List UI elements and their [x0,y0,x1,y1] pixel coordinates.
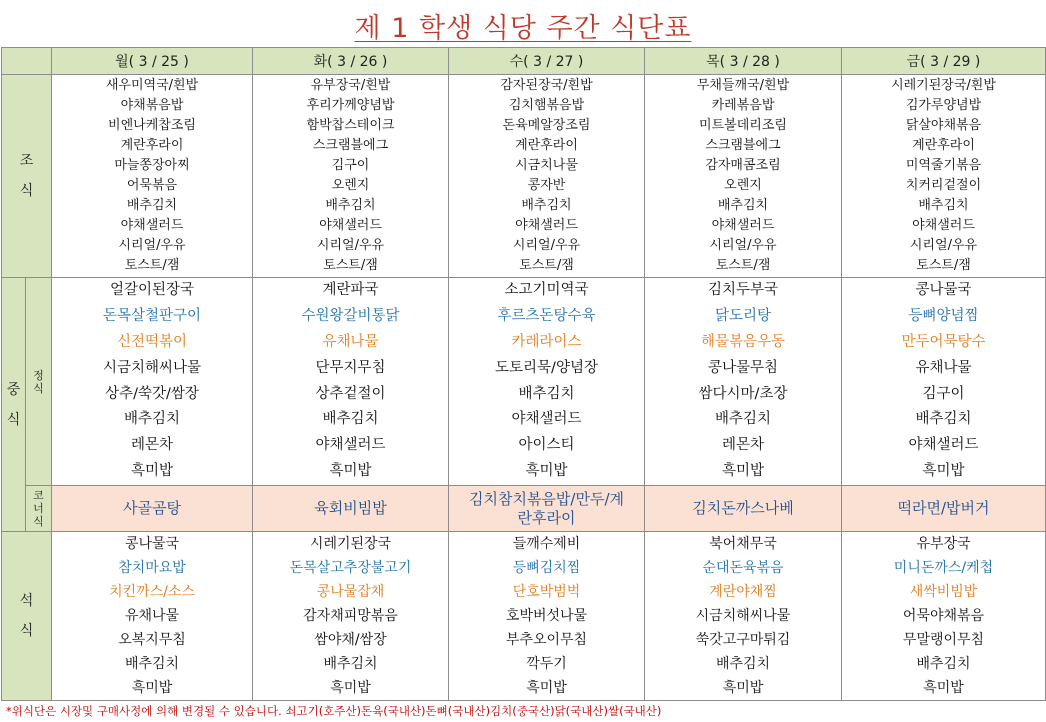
menu-item: 쑥갓고구마튀김 [695,632,791,649]
menu-item: 흑미밥 [525,463,568,480]
menu-item: 시리얼/우유 [709,238,777,254]
menu-item: 유채나물 [915,359,972,376]
day-header-mon: 월( 3 / 25 ) [52,48,253,75]
menu-item: 후리가께양념밥 [306,97,395,113]
menu-item: 유부장국 [916,536,971,553]
menu-item: 배추김치 [518,385,575,402]
menu-item: 상추/쑥갓/쌈장 [105,385,199,402]
breakfast-fri [842,75,1046,278]
menu-item: 계란파국 [322,282,379,298]
breakfast-label [2,75,52,278]
menu-item: 배추김치 [325,198,376,214]
menu-item: 배추김치 [126,198,178,214]
menu-item: 닭살야채볶음 [905,117,982,133]
dinner-tue [253,532,449,701]
menu-item: 흑미밥 [922,463,965,480]
menu-item: 배추김치 [521,198,572,214]
menu-item: 마늘쫑장아찌 [114,157,190,173]
menu-item: 콩나물잡채 [316,584,385,601]
menu-item: 무채들깨국/흰밥 [696,77,790,93]
menu-item: 만두어묵탕수 [901,333,986,350]
menu-item: 흑미밥 [721,463,765,480]
weekly-menu-table [1,47,1046,701]
menu-item: 단호박범벅 [512,584,581,601]
menu-item: 김가루양념밥 [905,97,982,113]
corner-wed: 김치참치볶음밥/만두/계란후라이 [449,486,645,532]
menu-item: 야채볶음밥 [120,97,184,113]
menu-item: 호박버섯나물 [505,608,588,625]
menu-item: 흑미밥 [130,463,174,480]
menu-item: 김치두부국 [707,282,779,298]
menu-item: 참치마요밥 [118,560,186,577]
menu-item: 레몬차 [130,437,174,454]
dinner-row [2,532,1046,701]
menu-item: 김구이 [922,385,965,402]
menu-item: 후르츠돈탕수육 [497,307,596,324]
dinner-thu [645,532,842,701]
menu-item: 김구이 [331,157,370,173]
menu-item: 레몬차 [721,437,765,454]
menu-item: 시리얼/우유 [512,238,581,254]
menu-item: 흑미밥 [329,463,372,480]
lunch-set-label-text: 정식 [33,368,44,395]
menu-item: 소고기미역국 [504,282,589,298]
dinner-label [2,532,52,701]
menu-item: 유채나물 [124,608,180,625]
menu-item: 콩자반 [527,178,566,193]
menu-item: 흑미밥 [526,680,567,697]
menu-item: 닭도리탕 [714,307,772,324]
corner-fri: 떡라면/밥버거 [842,486,1046,532]
menu-item: 배추김치 [918,198,969,214]
menu-item: 계란후라이 [912,137,975,153]
breakfast-tue [253,75,449,278]
corner-label-text: 코너식 [33,489,44,529]
menu-item: 돈목살철판구이 [102,307,202,324]
menu-item: 계란후라이 [515,137,578,153]
menu-item: 시리얼/우유 [316,238,385,254]
menu-item: 배추김치 [916,656,971,673]
menu-item: 어묵볶음 [126,178,178,193]
corner-thu: 김치돈까스나베 [645,486,842,532]
menu-item: 신전떡볶이 [116,333,188,350]
lunch-set-label [26,278,52,486]
lunch-thu [645,278,842,486]
menu-item: 감자채피망볶음 [303,608,398,625]
menu-item: 쌈야채/쌈장 [314,632,387,649]
menu-item: 배추김치 [322,411,379,428]
menu-item: 치커리겉절이 [905,178,982,193]
menu-item: 함박찹스테이크 [306,117,395,133]
menu-item: 시리얼/우유 [909,238,978,254]
menu-item: 김치햄볶음밥 [508,97,585,113]
menu-item: 시금치해씨나물 [102,359,202,376]
menu-item: 야채샐러드 [711,218,775,234]
menu-item: 등뼈김치찜 [512,560,581,577]
breakfast-wed [449,75,645,278]
day-header-fri: 금( 3 / 29 ) [842,48,1046,75]
menu-item: 토스트/잼 [124,258,180,274]
menu-item: 배추김치 [714,411,772,428]
menu-item: 계란야채찜 [709,584,777,601]
menu-item: 감자매콤조림 [705,157,781,173]
breakfast-label-text: 조식 [19,153,34,199]
day-header-thu: 목( 3 / 28 ) [645,48,842,75]
menu-item: 토스트/잼 [715,258,771,274]
menu-item: 비엔나케찹조림 [108,117,196,133]
menu-item: 단무지무침 [315,359,386,376]
menu-item: 돈육메알장조림 [502,117,591,133]
menu-item: 들깨수제비 [512,536,581,553]
menu-item: 상추겉절이 [315,385,386,402]
menu-item: 배추김치 [124,656,180,673]
lunch-wed [449,278,645,486]
menu-item: 배추김치 [717,198,769,214]
menu-item: 시금치해씨나물 [695,608,791,625]
dinner-fri [842,532,1046,701]
menu-item: 북어채무국 [709,536,777,553]
menu-item: 흑미밥 [923,680,964,697]
menu-item: 카레볶음밥 [711,97,775,113]
menu-item: 순대돈육볶음 [702,560,784,577]
menu-item: 배추김치 [323,656,378,673]
menu-item: 미니돈까스/케첩 [893,560,994,577]
menu-item: 토스트/잼 [519,258,574,274]
menu-item: 콩나물국 [915,282,972,298]
menu-item: 흑미밥 [722,680,764,697]
day-header-wed: 수( 3 / 27 ) [449,48,645,75]
menu-item: 시리얼/우유 [118,238,186,254]
dinner-mon [52,532,253,701]
menu-item: 아이스티 [518,437,575,454]
dinner-label-text: 석식 [19,593,34,640]
lunch-label-text: 중식 [6,381,21,428]
menu-item: 카레라이스 [511,333,582,350]
menu-item: 콩나물국 [124,536,180,553]
menu-item: 야채샐러드 [908,437,979,454]
menu-item: 얼갈이된장국 [109,282,195,298]
menu-item: 토스트/잼 [916,258,971,274]
breakfast-mon [52,75,253,278]
menu-item: 야채샐러드 [120,218,184,234]
menu-item: 시레기된장국 [309,536,392,553]
menu-item: 새우미역국/흰밥 [105,77,199,93]
lunch-mon [52,278,253,486]
menu-item: 계란후라이 [120,137,184,153]
corner-tue: 육회비빔밥 [253,486,449,532]
header-corner [2,48,52,75]
menu-item: 쌈다시마/초장 [698,385,788,402]
menu-item: 수원왕갈비통닭 [301,307,400,324]
menu-item: 돈목살고추장불고기 [289,560,412,577]
menu-item: 야채샐러드 [319,218,382,234]
menu-item: 유부장국/흰밥 [310,77,391,93]
menu-item: 오복지무침 [118,632,186,649]
menu-item: 배추김치 [715,656,771,673]
menu-item: 오렌지 [331,178,370,193]
menu-item: 스크램블에그 [705,137,781,153]
menu-item: 야채샐러드 [515,218,578,234]
lunch-tue [253,278,449,486]
title-bar [0,0,1046,46]
menu-item: 유채나물 [322,333,379,350]
menu-item: 등뼈양념찜 [908,307,979,324]
corner-label [26,486,52,532]
dinner-wed [449,532,645,701]
menu-item: 오렌지 [724,178,762,193]
footer-note: *위식단은 시장및 구매사정에 의해 변경될 수 있습니다. 쇠고기(호주산)돈육(국내산)돈뼈(국내산)김치(중국산)닭(국내산)쌀(국내산) [6,704,662,718]
lunch-fri [842,278,1046,486]
menu-item: 야채샐러드 [912,218,975,234]
menu-item: 콩나물무침 [707,359,779,376]
menu-item: 해물볶음우동 [700,333,786,350]
menu-item: 흑미밥 [131,680,173,697]
menu-item: 미역줄기볶음 [905,157,982,173]
menu-item: 부추오이무침 [505,632,588,649]
menu-item: 스크램블에그 [312,137,389,153]
menu-item: 토스트/잼 [323,258,378,274]
menu-item: 배추김치 [123,411,181,428]
day-header-row [2,48,1046,75]
menu-item: 시레기된장국/흰밥 [891,77,996,93]
menu-item: 어묵야채볶음 [902,608,985,625]
corner-row [2,486,1046,532]
menu-item: 흑미밥 [330,680,371,697]
menu-item: 야채샐러드 [511,411,582,428]
corner-mon: 사골곰탕 [52,486,253,532]
menu-item: 시금치나물 [515,157,578,173]
menu-item: 깍두기 [526,656,567,673]
menu-item: 감자된장국/흰밥 [500,77,593,93]
menu-item: 새싹비빔밥 [909,584,978,601]
menu-item: 야채샐러드 [315,437,386,454]
menu-item: 무말랭이무침 [902,632,985,649]
lunch-set-row [2,278,1046,486]
breakfast-thu [645,75,842,278]
menu-item: 도토리묵/양념장 [495,359,598,376]
day-header-tue: 화( 3 / 26 ) [253,48,449,75]
page-title: 제 1 학생 식당 주간 식단표 [354,13,692,44]
menu-item: 배추김치 [915,411,972,428]
menu-item: 미트볼데리조림 [699,117,787,133]
menu-item: 치킨까스/소스 [109,584,195,601]
lunch-label [2,278,26,532]
breakfast-row [2,75,1046,278]
